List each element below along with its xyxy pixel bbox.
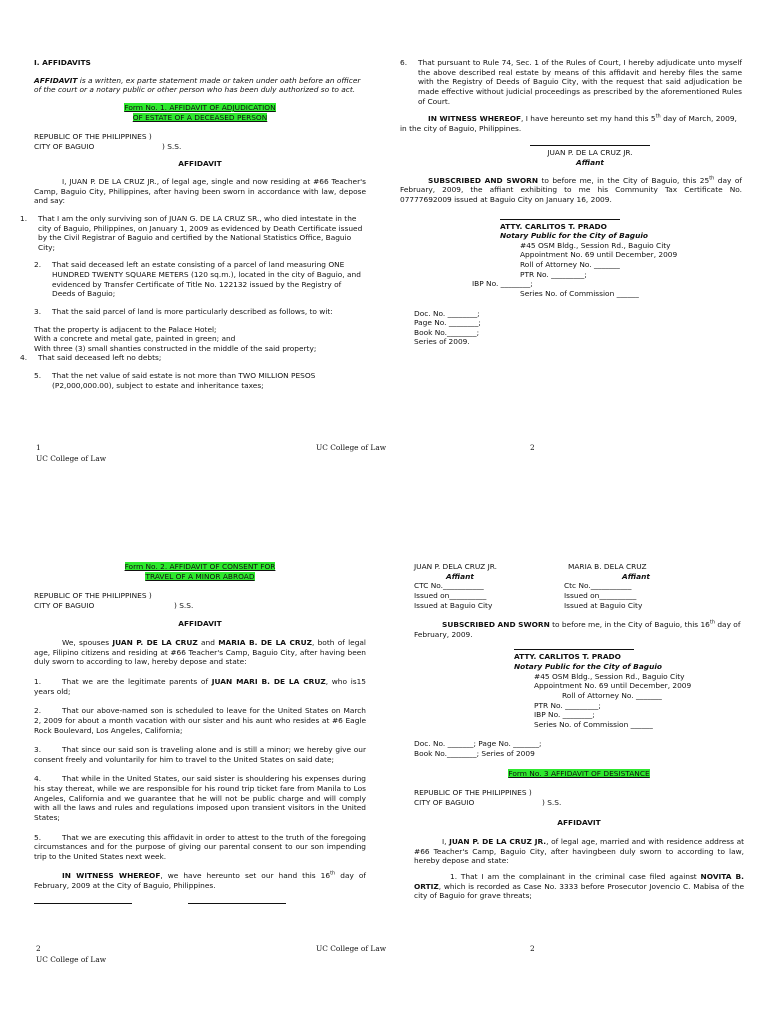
property-description: That the property is adjacent to the Palace Hotel; With a concrete and metal gate, painted in green; and With three (3) small shanties constructed in the middle of the said property; (34, 324, 317, 353)
affidavit-intro: I, JUAN P. DE LA CRUZ JR., of legal age, married and with residence address at #66 Teacher's Camp, Baguio City, after havingbeen duly sworn to according to law, hereby depose and state: (414, 837, 744, 866)
form3-title: Form No. 3 AFFIDAVIT OF DESISTANCE (508, 768, 650, 778)
footer-college: UC College of Law (316, 944, 387, 953)
item-6: 6. That pursuant to Rule 74, Sec. 1 of the Rules of Court, I hereby adjudicate unto myself the above described real estate by means of this affidavit and hereby files the same with the Registry of Deeds of Baguio City, with the request that said adjudication be made effective without judicial proceedings as prescribed by the aforementioned Rules of Court. (400, 58, 742, 106)
footer-page-number-right: 2 (530, 443, 535, 452)
signature-line-2 (188, 903, 286, 904)
signature-line (530, 145, 650, 146)
footer-page-number-left: 2 (36, 944, 41, 953)
notary-signature-line (514, 649, 634, 650)
footer-college-left: UC College of Law (36, 955, 107, 964)
notary-block: ATTY. CARLITOS T. PRADO Notary Public for the City of Baguio #45 OSM Bldg., Session Rd., Baguio City Appointment No. 69 until December, 2009 Roll of Attorney No. _______ PTR No. _________; IBP No. ________; Series No. of Commission ______ (414, 649, 744, 729)
affidavit-heading: AFFIDAVIT (178, 618, 222, 628)
venue-republic: REPUBLIC OF THE PHILIPPINES ) (414, 788, 532, 798)
desistance-item-1: 1. That I am the complainant in the criminal case filed against NOVITA B. ORTIZ, which is recorded as Case No. 3333 before Prosecutor Jovencio C. Mabisa of the city of Baguio for grave threats; (414, 872, 744, 901)
page2-left-column (34, 562, 366, 904)
venue-republic: REPUBLIC OF THE PHILIPPINES ) (34, 132, 152, 142)
jurat: SUBSCRIBED AND SWORN to before me, in the City of Baguio, this 25th day of February, 2009, the affiant exhibiting to me his Community Tax Certificate No. 07777692009 issued at Baguio City on January 16, 2009. (400, 175, 742, 204)
paragraph-5: 5. That we are executing this affidavit in order to attest to the truth of the foregoing circumstances and for the purpose of giving our parental consent to our son impending trip to the United States next week. (34, 832, 366, 861)
venue-city: CITY OF BAGUIO ) S.S. (34, 600, 194, 610)
ibp-no: IBP No. ________; (472, 279, 533, 289)
affidavit-intro: We, spouses JUAN P. DE LA CRUZ and MARIA B. DE LA CRUZ, both of legal age, Filipino citizens and residing at #66 Teacher's Camp, Baguio City, after having been duly sworn to according to law, hereby depose and state: (34, 638, 366, 667)
notarial-register: Doc. No. ________; Page No. ________; Book No.________; Series of 2009. (414, 308, 481, 347)
venue-city: CITY OF BAGUIO ) S.S. (414, 797, 562, 807)
venue-republic: REPUBLIC OF THE PHILIPPINES ) (34, 591, 152, 601)
page1-right-column (400, 58, 742, 347)
venue-city: CITY OF BAGUIO ) S.S. (34, 141, 182, 151)
item-3: 3. That the said parcel of land is more particularly described as follows, to wit: (34, 306, 333, 316)
notarial-register: Doc. No. _______; Page No. _______; Book No.________; Series of 2009 (414, 739, 542, 758)
item-5: 5. That the net value of said estate is not more than TWO MILLION PESOS (P2,000,000.00), subject to estate and inheritance taxes; (34, 371, 316, 390)
section-title: I. AFFIDAVITS (34, 58, 91, 67)
page2-right-column (414, 562, 744, 901)
form2-title: Form No. 2. AFFIDAVIT OF CONSENT FOR TRAVEL OF A MINOR ABROAD (124, 562, 276, 581)
paragraph-1: 1. That we are the legitimate parents of JUAN MARI B. DE LA CRUZ, who is15 years old; (34, 677, 367, 696)
item-1: 1. That I am the only surviving son of JUAN G. DE LA CRUZ SR., who died intestate in the city of Baguio, Philippines, on January 1, 2009 as evidenced by Death Certificate issued by the Civil Registrar of Baguio and certified by the National Statistics Office, Baguio City; (20, 213, 363, 252)
footer-college: UC College of Law (316, 443, 387, 452)
footer-page-number-right: 2 (530, 944, 535, 953)
item-2: 2. That said deceased left an estate consisting of a parcel of land measuring ONE HUNDRED TWENTY SQUARE METERS (120 sq.m.), located in the city of Baguio, and evidenced by Transfer Certificate of Title No. 122132 issued by the Registry of Deeds of Baguio; (34, 260, 361, 299)
signature-lines (34, 903, 366, 904)
signature-line-1 (34, 903, 132, 904)
page1-left-column (20, 58, 366, 390)
witness-clause: IN WITNESS WHEREOF, I have hereunto set my hand this 5th day of March, 2009, in the city of Baguio, Philippines. (400, 113, 737, 133)
witness-clause: IN WITNESS WHEREOF, we have hereunto set our hand this 16th day of February, 2009 at the City of Baguio, Philippines. (34, 870, 366, 890)
affiants-block (414, 562, 744, 610)
paragraph-2: 2. That our above-named son is scheduled to leave for the United States on March 2, 2009 for about a month vacation with our sister and his aunt who resides at #6 Eagle Rock Boulevard, Los Angeles, California; (34, 706, 366, 735)
affiant-signature-block: JUAN P. DE LA CRUZ JR. Affiant (520, 145, 660, 167)
affiant-2: MARIA B. DELA CRUZ Affiant Ctc No.___________ Issued on__________ Issued at Baguio City (564, 562, 650, 610)
jurat: SUBSCRIBED AND SWORN to before me, in the City of Baguio, this 16th day of February, 2009. (414, 619, 741, 639)
footer-page-number-left: 1 (36, 443, 41, 452)
affiant-1: JUAN P. DELA CRUZ JR. Affiant CTC No.___________ Issued on__________ Issued at Baguio City (414, 562, 497, 610)
affidavit-definition: AFFIDAVIT is a written, ex parte statement made or taken under oath before an officer of the court or a notary public or other person who has been duly authorized so to act. (34, 75, 361, 95)
series-commission: Series No. of Commission ______ (520, 288, 639, 298)
paragraph-3: 3. That since our said son is traveling alone and is still a minor; we hereby give our consent freely and voluntarily for him to travel to the United States on said date; (34, 745, 366, 764)
affidavit-intro: I, JUAN P. DE LA CRUZ JR., of legal age, single and now residing at #66 Teacher's Camp, Baguio City, Philippines, after having been sworn in accordance with law, depose and say: (34, 177, 366, 206)
paragraph-4: 4. That while in the United States, our said sister is shouldering his expenses during his stay thereat, while we are responsible for his round trip ticket fare from Manila to Los Angeles, California and we guarantee that he will not be public charge and will comply with all the laws and rules and regulations imposed upon transient visitors in the United States; (34, 774, 366, 822)
notary-signature-line (500, 219, 620, 220)
affidavit-heading: AFFIDAVIT (557, 817, 601, 827)
item-4: 4. That said deceased left no debts; (20, 353, 162, 363)
footer-college-left: UC College of Law (36, 454, 107, 463)
form1-title: Form No. 1. AFFIDAVIT OF ADJUDICATION OF ESTATE OF A DECEASED PERSON (124, 102, 276, 122)
affidavit-heading: AFFIDAVIT (178, 159, 222, 169)
notary-block: ATTY. CARLITOS T. PRADO Notary Public for the City of Baguio #45 OSM Bldg., Session Rd., Baguio City Appointment No. 69 until December, 2009 Roll of Attorney No. _______ PTR No. _________; (400, 219, 742, 280)
page-spread-2 (0, 512, 768, 1024)
